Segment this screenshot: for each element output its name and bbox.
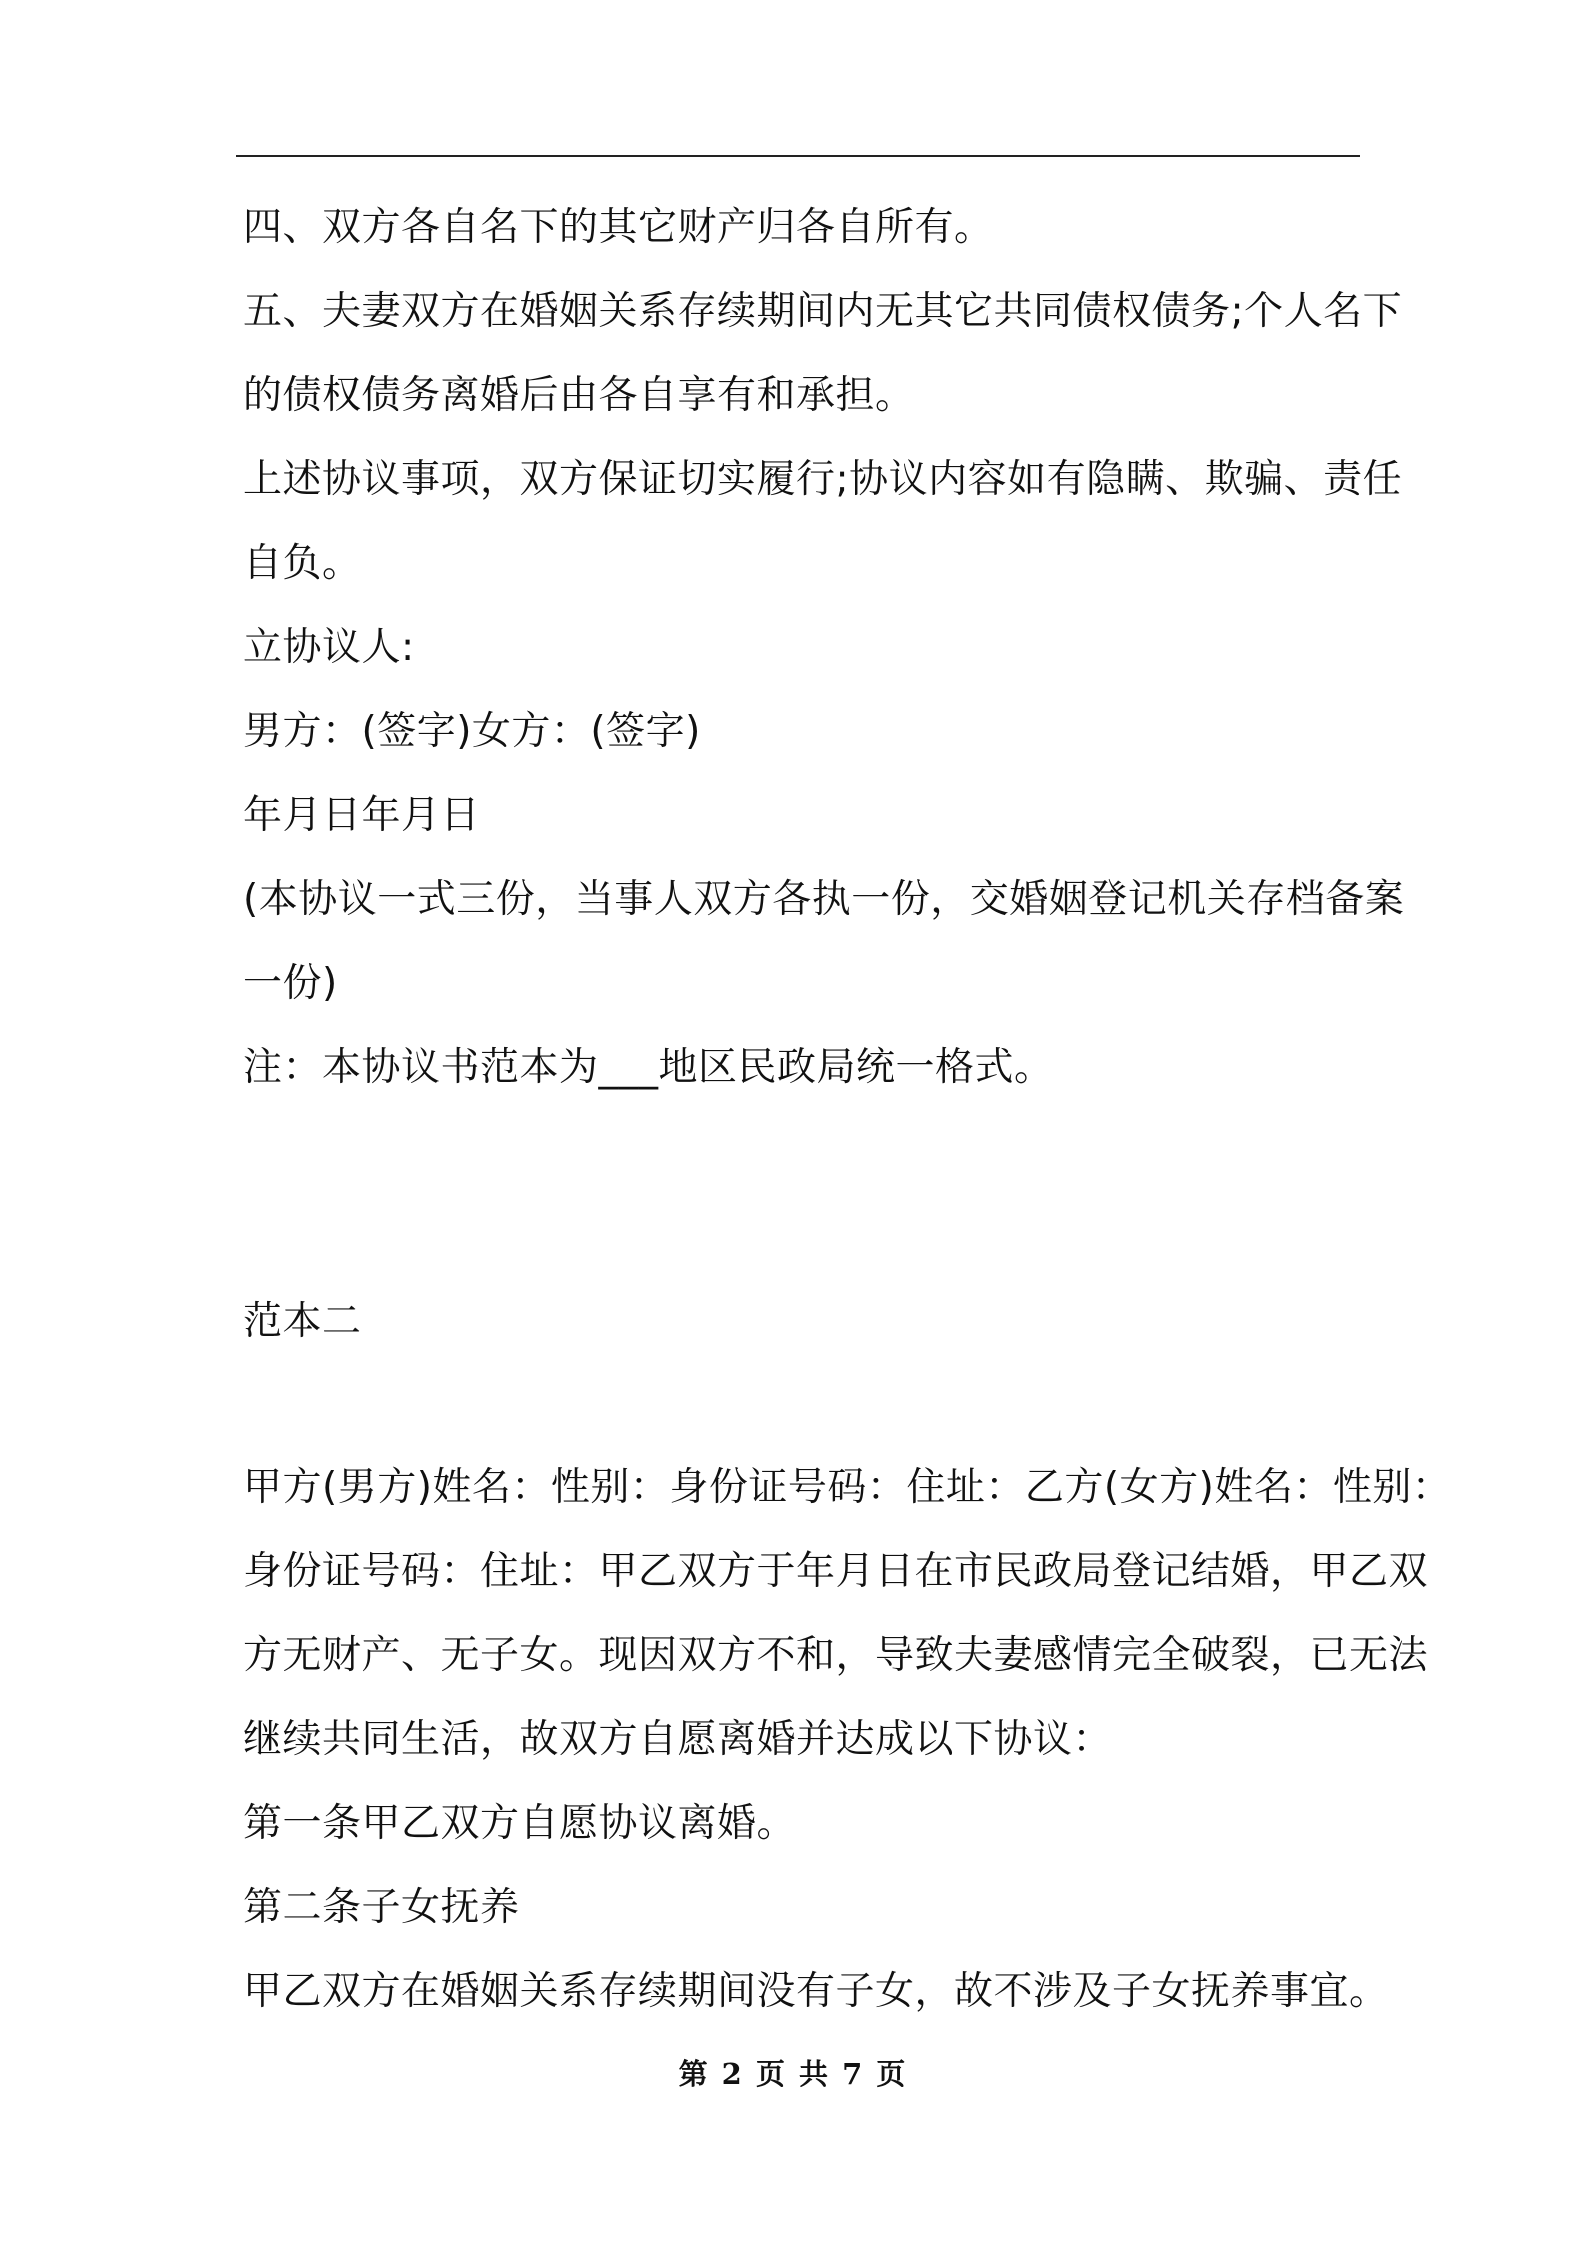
clause-four: 四、双方各自名下的其它财产归各自所有。 xyxy=(243,205,994,250)
signature-line: 男方：(签字)女方：(签字) xyxy=(243,709,701,754)
guarantee-line-1: 上述协议事项，双方保证切实履行;协议内容如有隐瞒、欺骗、责任 xyxy=(243,457,1403,502)
parties-line-1: 甲方(男方)姓名：性别：身份证号码：住址：乙方(女方)姓名：性别： xyxy=(243,1465,1452,1510)
parties-line-2: 身份证号码：住址：甲乙双方于年月日在市民政局登记结婚，甲乙双 xyxy=(243,1549,1429,1594)
clause-five-line-2: 的债权债务离婚后由各自享有和承担。 xyxy=(243,373,915,418)
page-number: 第 2 页 共 7 页 xyxy=(678,2057,908,2091)
parties-line-3: 方无财产、无子女。现因双方不和，导致夫妻感情完全破裂，已无法 xyxy=(243,1633,1429,1678)
parties-line-4: 继续共同生活，故双方自愿离婚并达成以下协议： xyxy=(243,1717,1113,1762)
section-title-template-two: 范本二 xyxy=(243,1299,362,1344)
clause-five-line-1: 五、夫妻双方在婚姻关系存续期间内无其它共同债权债务;个人名下 xyxy=(243,289,1403,334)
article-two-body: 甲乙双方在婚姻关系存续期间没有子女，故不涉及子女抚养事宜。 xyxy=(243,1969,1389,2014)
header-rule xyxy=(236,155,1360,157)
copies-note-line-2: 一份) xyxy=(243,961,338,1006)
date-line: 年月日年月日 xyxy=(243,793,481,838)
signatories-heading: 立协议人: xyxy=(243,625,415,670)
format-note: 注：本协议书范本为___地区民政局统一格式。 xyxy=(243,1045,1054,1090)
article-one: 第一条甲乙双方自愿协议离婚。 xyxy=(243,1801,797,1846)
guarantee-line-2: 自负。 xyxy=(243,541,362,586)
copies-note-line-1: (本协议一式三份，当事人双方各执一份，交婚姻登记机关存档备案 xyxy=(243,877,1405,922)
article-two-heading: 第二条子女抚养 xyxy=(243,1885,520,1930)
